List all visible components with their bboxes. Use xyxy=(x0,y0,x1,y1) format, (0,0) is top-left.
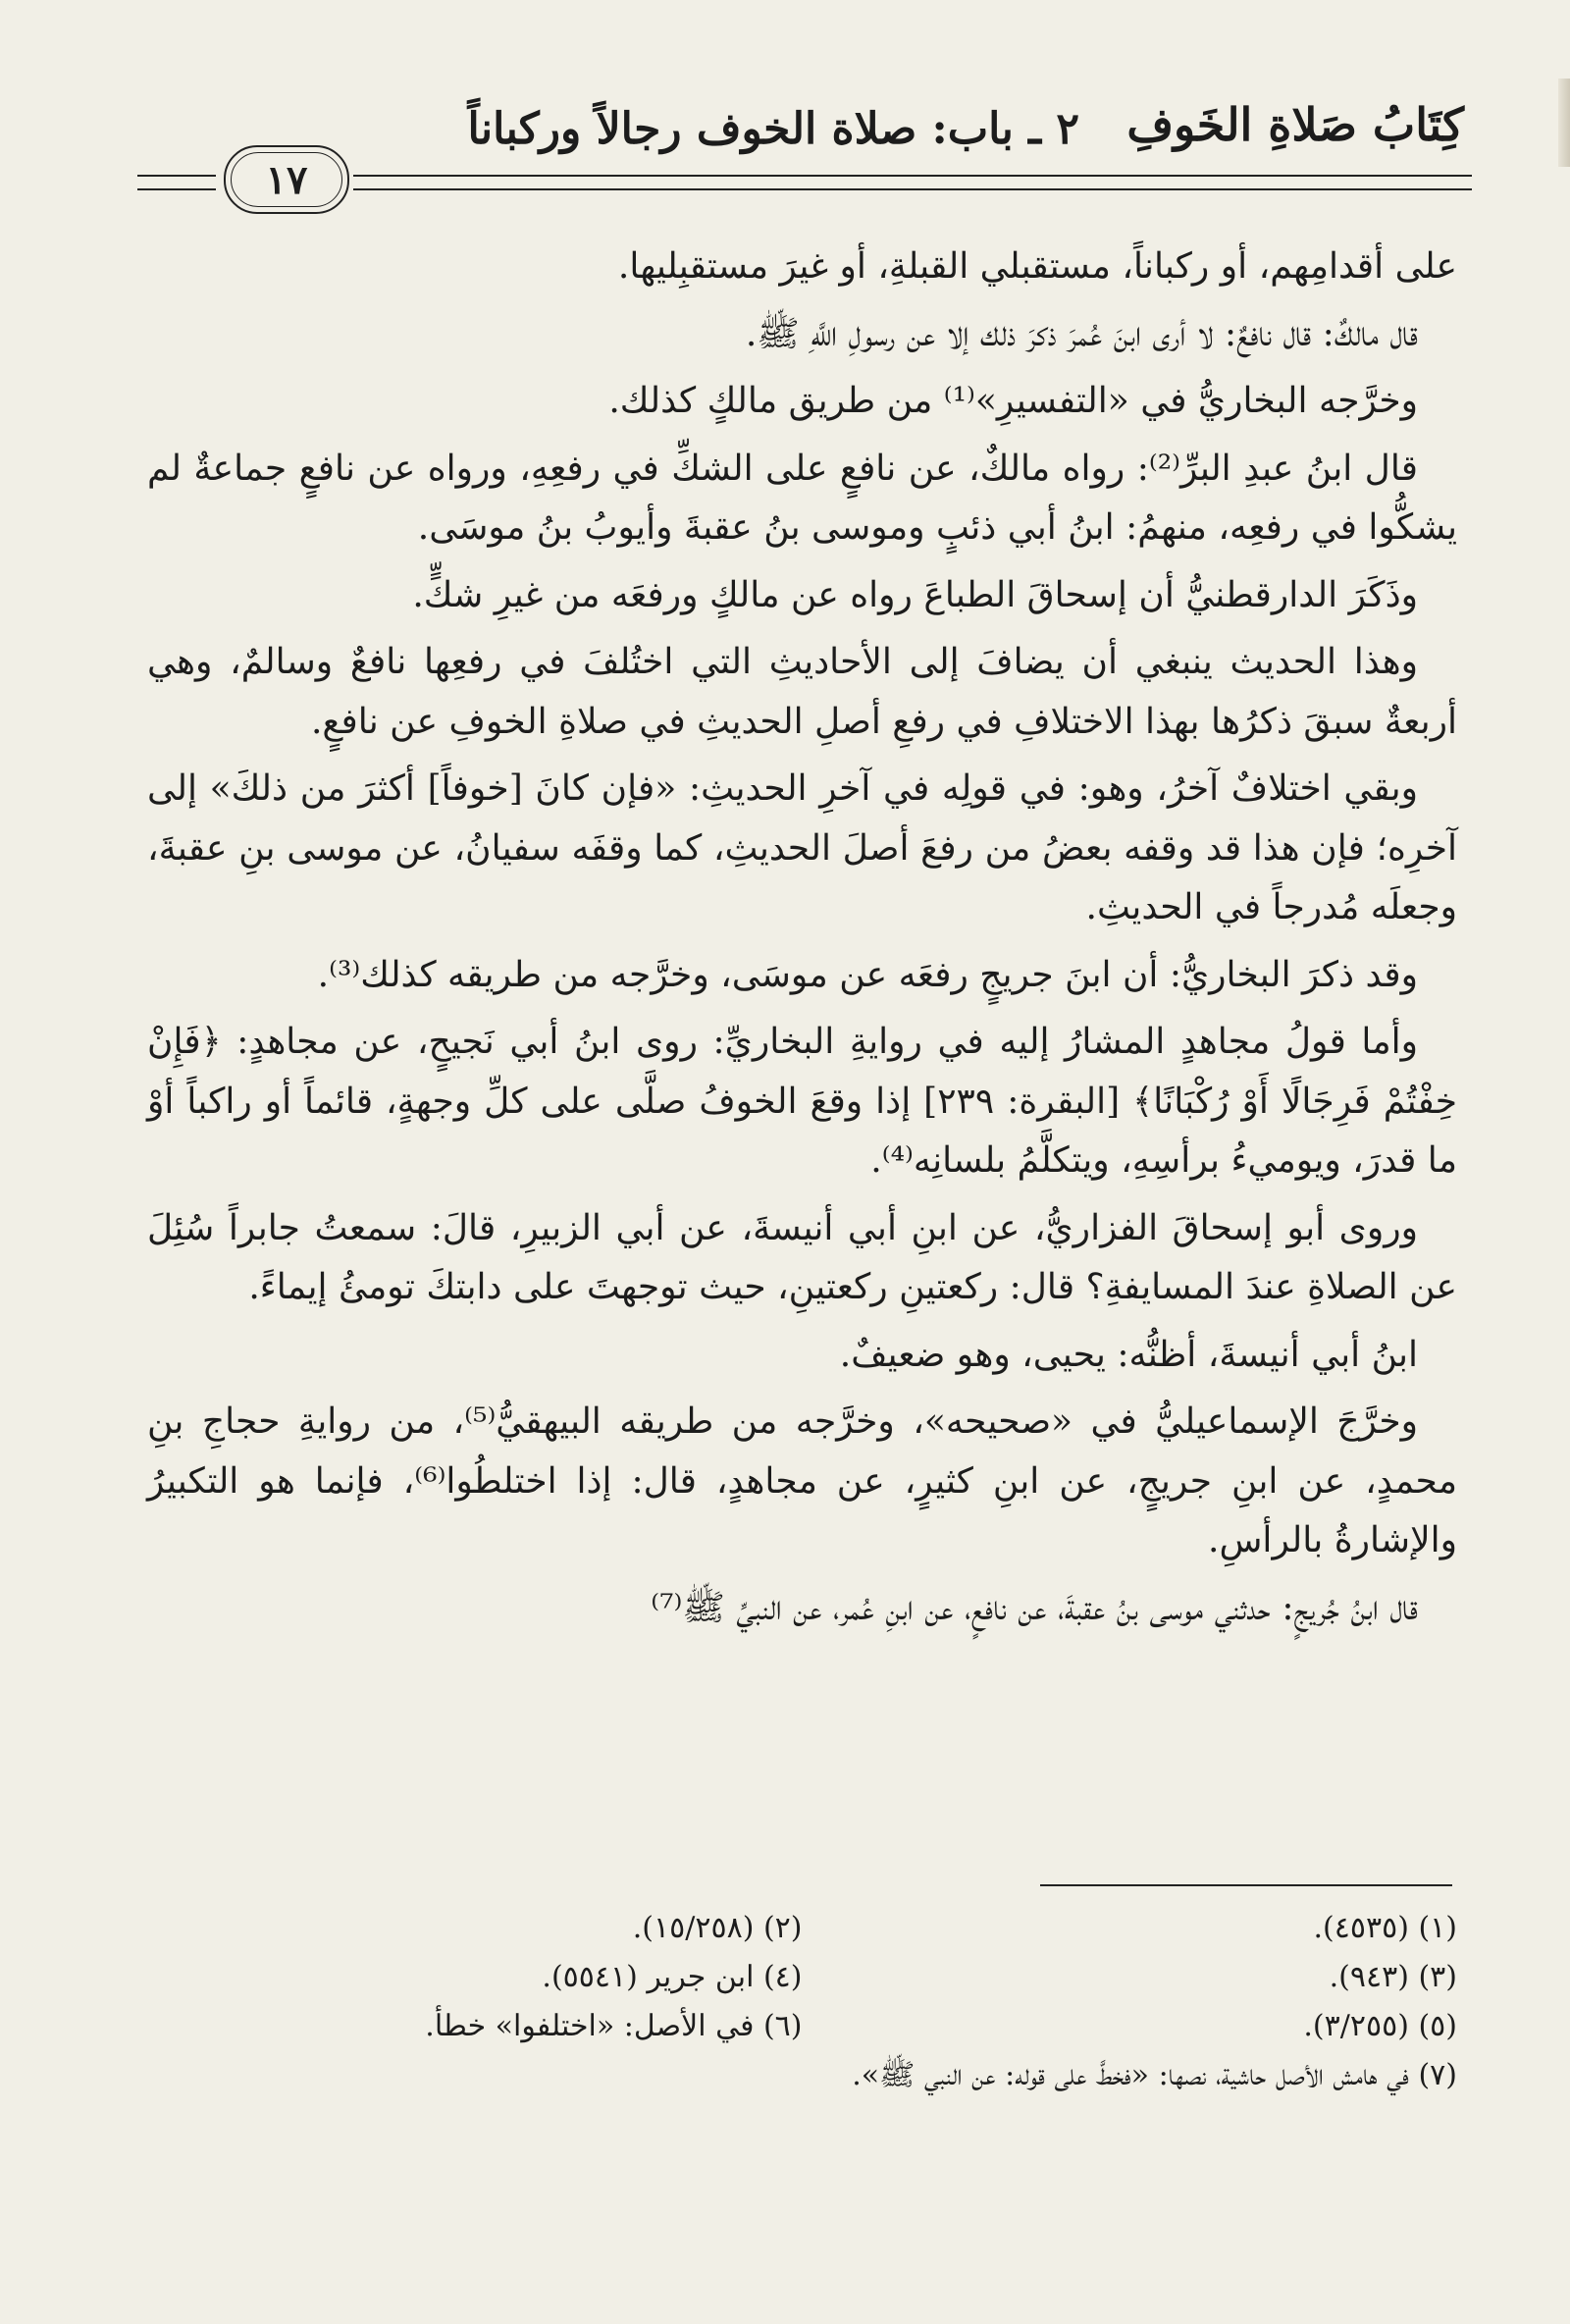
paragraph: قال ابنُ جُريجٍ: حدثني موسى بنُ عقبةَ، عن نافعٍ، عن ابنِ عُمر، عن النبيِّ ﷺ⁽⁷⁾ xyxy=(651,1587,1418,1628)
paragraph: وخرَّجَ الإسماعيليُّ في «صحيحه»، وخرَّجه من طريقه البيهقيُّ⁽⁵⁾، من روايةِ حجاجِ بنِ محمدٍ، عن ابنِ جريجٍ، عن ابنِ كثيرٍ، عن مجاهدٍ، قال: إذا اختلطُوا⁽⁶⁾، فإنما هو التكبيرُ والإشارةُ بالرأسِ. xyxy=(147,1401,1457,1560)
page-number-frame xyxy=(224,145,349,214)
footnote-row xyxy=(147,1904,1457,1953)
header-rule xyxy=(353,175,1472,190)
footnote: (٦) في الأصل: «اختلفوا» خطأ. xyxy=(425,2009,803,2043)
paragraph: قال مالكٌ: قال نافعٌ: لا أرى ابنَ عُمرَ ذكرَ ذلك إلا عن رسولِ اللَّهِ ﷺ. xyxy=(745,313,1418,354)
footnote: (٥) (٣/٢٥٥). xyxy=(1303,2009,1457,2043)
paragraph: وروى أبو إسحاقَ الفزاريُّ، عن ابنِ أبي أنيسةَ، عن أبي الزبيرِ، قالَ: سمعتُ جابراً سُئِلَ عن الصلاةِ عندَ المسايفةِ؟ قال: ركعتينِ ركعتينِ، حيث توجهتَ على دابتكَ تومئُ إيماءً. xyxy=(147,1207,1457,1307)
footnote: (١) (٤٥٣٥). xyxy=(1313,1911,1457,1945)
footnotes xyxy=(147,1904,1457,2100)
page-edge xyxy=(1558,79,1570,167)
footnote-row xyxy=(147,2002,1457,2051)
paragraph: وهذا الحديث ينبغي أن يضافَ إلى الأحاديثِ التي اختُلفَ في رفعِها نافعٌ وسالمٌ، وهي أربعةٌ سبقَ ذكرُها بهذا الاختلافِ في رفعِ أصلِ الحديثِ في صلاةِ الخوفِ عن نافعٍ. xyxy=(147,642,1457,742)
paragraph: وذَكَرَ الدارقطنيُّ أن إسحاقَ الطباعَ رواه عن مالكٍ ورفعَه من غيرِ شكٍّ. xyxy=(412,574,1418,615)
page-number: ١٧ xyxy=(265,156,308,203)
footnote-separator xyxy=(1040,1884,1452,1886)
footnote: (٧) في هامش الأصل حاشية، نصها: «فخطَّ على قوله: عن النبي ﷺ». xyxy=(852,2058,1457,2092)
paragraph: وبقي اختلافٌ آخرُ، وهو: في قولِه في آخرِ الحديثِ: «فإن كانَ [خوفاً] أكثرَ من ذلكَ» إلى آخرِه؛ فإن هذا قد وقفه بعضُ من رفعَ أصلَ الحديثِ، كما وقفَه سفيانُ، عن موسى بنِ عقبةَ، وجعلَه مُدرجاً في الحديثِ. xyxy=(147,768,1457,927)
paragraph: على أقدامِهم، أو ركباناً، مستقبلي القبلةِ، أو غيرَ مستقبِليها. xyxy=(617,246,1457,287)
paragraph: وقد ذكرَ البخاريُّ: أن ابنَ جريجٍ رفعَه عن موسَى، وخرَّجه من طريقه كذلك⁽³⁾. xyxy=(317,954,1418,995)
paragraph: ابنُ أبي أنيسةَ، أظنُّه: يحيى، وهو ضعيفٌ. xyxy=(839,1334,1418,1375)
paragraph: قال ابنُ عبدِ البرِّ⁽²⁾: رواه مالكٌ، عن نافعٍ على الشكِّ في رفعِهِ، ورواه عن نافعٍ جماعةٌ لم يشكُّوا في رفعِه، منهمُ: ابنُ أبي ذئبٍ وموسى بنُ عقبةَ وأيوبُ بنُ موسَى. xyxy=(147,448,1457,548)
footnote-row xyxy=(147,1953,1457,2002)
main-text xyxy=(147,238,1457,1646)
paragraph: وأما قولُ مجاهدٍ المشارُ إليه في روايةِ البخاريِّ: روى ابنُ أبي نَجيحٍ، عن مجاهدٍ: ﴿فَإِنْ خِفْتُمْ فَرِجَالًا أَوْ رُكْبَانًا﴾ [البقرة: ٢٣٩] إذا وقعَ الخوفُ صلَّى على كلِّ وجهةٍ، قائماً أو راكباً أوْ ما قدرَ، ويوميءُ برأسِهِ، ويتكلَّمُ بلسانِه⁽⁴⁾. xyxy=(147,1022,1457,1181)
footnote: (٤) ابن جرير (٥٥٤١). xyxy=(542,1960,803,1994)
header-rule-left xyxy=(137,175,216,190)
footnote: (٣) (٩٤٣). xyxy=(1329,1960,1457,1994)
running-header xyxy=(137,98,1472,206)
paragraph: وخرَّجه البخاريُّ في «التفسيرِ»⁽¹⁾ من طريق مالكٍ كذلك. xyxy=(608,381,1418,421)
book-title: كِتَابُ صَلاةِ الخَوفِ xyxy=(1126,98,1464,151)
chapter-title: ٢ ـ باب: صلاة الخوف رجالاً وركباناً xyxy=(467,104,1079,154)
footnote: (٢) (١٥/٢٥٨). xyxy=(632,1911,803,1945)
